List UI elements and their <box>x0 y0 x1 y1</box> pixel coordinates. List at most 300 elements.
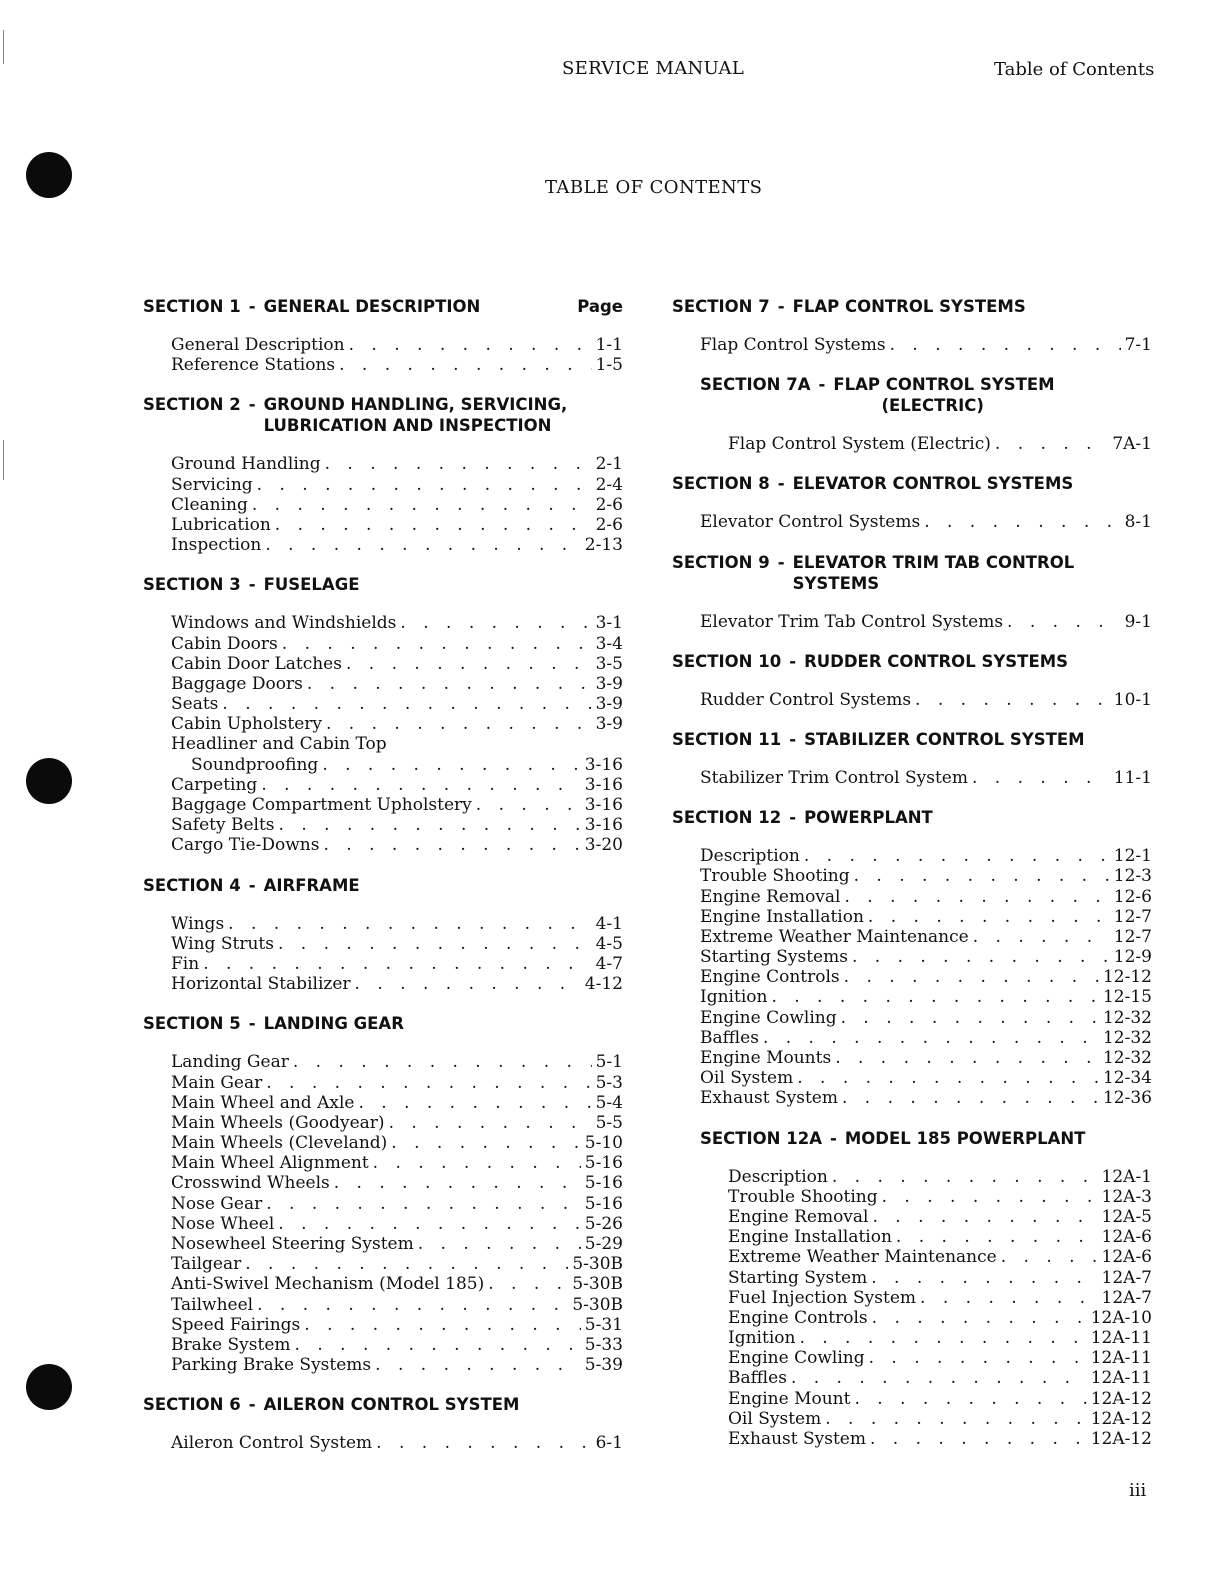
toc-leader-dots <box>997 1247 1098 1267</box>
section-heading <box>672 651 1152 672</box>
toc-entry <box>700 907 1152 927</box>
toc-entry-label: Safety Belts <box>171 815 275 836</box>
toc-entry-page: 4-7 <box>595 953 623 974</box>
toc-leader-dots <box>787 1368 1087 1388</box>
toc-entries <box>728 434 1152 454</box>
section-number: SECTION 7 <box>672 297 770 316</box>
header-manual-title: SERVICE MANUAL <box>562 58 745 79</box>
toc-entry <box>171 815 623 835</box>
toc-leader-dots <box>271 515 592 535</box>
toc-entry <box>700 612 1152 632</box>
toc-entry-label: Baffles <box>728 1368 787 1389</box>
toc-entry-label: Engine Removal <box>728 1206 869 1227</box>
toc-entry-label: Nose Gear <box>171 1193 263 1214</box>
toc-entry-label: Ignition <box>700 987 768 1008</box>
toc-entry-page: 7-1 <box>1124 335 1152 355</box>
toc-entry-page: 3-16 <box>584 754 623 775</box>
section-title-line: FLAP CONTROL SYSTEMS <box>792 297 1026 316</box>
toc-entry <box>171 1052 623 1072</box>
section-title-line: POWERPLANT <box>804 808 933 828</box>
toc-leader-dots <box>345 335 592 355</box>
toc-entry <box>700 1008 1152 1028</box>
toc-entry-page: 5-39 <box>584 1355 623 1376</box>
toc-entries <box>171 1433 623 1453</box>
toc-entry-label: Starting Systems <box>700 947 848 968</box>
toc-entry-label: Main Wheel and Axle <box>171 1092 355 1113</box>
toc-entry <box>171 1194 623 1214</box>
toc-entry-label: Exhaust System <box>700 1088 838 1109</box>
toc-entry-label: Flap Control System (Electric) <box>728 434 991 455</box>
toc-entry-label: Ground Handling <box>171 454 321 475</box>
toc-leader-dots <box>800 846 1110 866</box>
section-number: SECTION 2 <box>143 395 241 415</box>
toc-entry <box>171 355 623 375</box>
toc-leader-dots <box>968 768 1110 788</box>
toc-leader-dots <box>848 947 1110 967</box>
toc-entry-label: Stabilizer Trim Control System <box>700 767 968 788</box>
toc-entry-label: Soundproofing <box>191 754 319 775</box>
toc-entry-label: Inspection <box>171 535 262 556</box>
toc-entry <box>728 1389 1152 1409</box>
toc-entry-page: 12-12 <box>1102 967 1152 988</box>
toc-entry <box>700 887 1152 907</box>
toc-entry <box>700 927 1152 947</box>
toc-entry <box>171 475 623 495</box>
section-separator: - <box>789 729 797 749</box>
section-title <box>264 574 623 595</box>
section-title <box>264 296 568 317</box>
toc-leader-dots <box>1003 612 1121 632</box>
toc-entry <box>171 835 623 855</box>
toc-leader-dots <box>248 495 592 515</box>
section-heading <box>700 1128 1152 1149</box>
toc-leader-dots <box>396 613 591 633</box>
toc-entries <box>728 1167 1152 1450</box>
toc-entry-page: 12-7 <box>1113 906 1152 927</box>
toc-section <box>143 394 623 555</box>
section-separator: - <box>248 875 256 895</box>
toc-leader-dots <box>793 1068 1099 1088</box>
section-title <box>264 394 623 436</box>
toc-entry-label: Speed Fairings <box>171 1314 301 1335</box>
section-heading <box>143 574 623 595</box>
section-title-line: AIRFRAME <box>263 875 360 895</box>
section-number: SECTION 4 <box>143 875 241 895</box>
toc-leader-dots <box>262 1194 581 1214</box>
toc-leader-dots <box>274 934 592 954</box>
toc-leader-dots <box>291 1335 581 1355</box>
toc-entry-page: 5-30B <box>572 1274 623 1295</box>
toc-section <box>672 296 1152 355</box>
toc-section <box>672 473 1152 532</box>
section-number: SECTION 3 <box>143 575 241 595</box>
toc-section <box>143 1013 623 1375</box>
toc-entry-label: Cargo Tie-Downs <box>171 835 320 856</box>
toc-right-column <box>672 296 1152 1468</box>
section-number: SECTION 10 <box>672 651 782 671</box>
section-title-line: AILERON CONTROL SYSTEM <box>263 1395 520 1415</box>
section-title <box>833 374 1152 416</box>
toc-leader-dots <box>840 887 1109 907</box>
section-separator: - <box>777 474 785 494</box>
toc-entry <box>171 714 623 734</box>
toc-entry-page: 5-26 <box>584 1213 623 1234</box>
toc-entries <box>700 512 1152 532</box>
toc-entry-label: Elevator Control Systems <box>700 512 921 533</box>
toc-entry-page: 12-36 <box>1102 1088 1152 1109</box>
binder-hole-bottom <box>26 1364 72 1410</box>
toc-left-column <box>143 296 623 1473</box>
section-title-line: (ELECTRIC) <box>881 396 984 416</box>
toc-entry-page: 12A-12 <box>1090 1388 1152 1409</box>
toc-leader-dots <box>865 1348 1087 1368</box>
toc-entry <box>171 694 623 714</box>
toc-section <box>143 574 623 855</box>
toc-entry <box>171 335 623 355</box>
toc-leader-dots <box>795 1328 1086 1348</box>
toc-entry <box>728 434 1152 454</box>
toc-leader-dots <box>920 512 1120 532</box>
toc-leader-dots <box>969 927 1110 947</box>
section-number: SECTION 11 <box>672 729 782 749</box>
toc-section <box>143 875 623 995</box>
toc-entry-label: Reference Stations <box>171 355 336 376</box>
toc-entry-page: 5-30B <box>572 1294 623 1315</box>
section-separator: - <box>248 297 256 316</box>
toc-entry <box>171 634 623 654</box>
toc-entry-page: 6-1 <box>595 1433 623 1454</box>
toc-entry <box>728 1268 1152 1288</box>
toc-entry-label: Engine Cowling <box>728 1348 865 1369</box>
toc-entries <box>171 914 623 995</box>
toc-leader-dots <box>472 795 581 815</box>
toc-entry <box>171 613 623 633</box>
toc-entry-page: 10-1 <box>1113 689 1152 710</box>
toc-entry-label: Crosswind Wheels <box>171 1173 330 1194</box>
section-separator: - <box>248 1395 256 1415</box>
section-heading <box>143 875 623 896</box>
section-separator: - <box>818 375 826 395</box>
toc-entry-page: 12-32 <box>1102 1048 1152 1068</box>
binder-hole-top <box>26 152 72 198</box>
toc-entry <box>171 654 623 674</box>
toc-entry-page: 12A-7 <box>1101 1267 1152 1288</box>
toc-leader-dots <box>878 1187 1098 1207</box>
toc-entries <box>171 1052 623 1375</box>
section-title <box>804 729 1152 750</box>
toc-leader-dots <box>484 1274 568 1294</box>
toc-entry <box>728 1288 1152 1308</box>
toc-entry-page: 9-1 <box>1124 611 1152 632</box>
toc-leader-dots <box>319 835 580 855</box>
toc-entry-label: Engine Controls <box>700 967 840 988</box>
toc-entry-label: Cleaning <box>171 494 248 515</box>
toc-section <box>700 374 1152 454</box>
toc-entry-label: Brake System <box>171 1334 291 1355</box>
toc-entry-label: Exhaust System <box>728 1429 866 1449</box>
toc-entry-page: 8-1 <box>1124 512 1152 533</box>
toc-leader-dots <box>257 775 580 795</box>
toc-section <box>672 552 1152 632</box>
toc-entry-label: Horizontal Stabilizer <box>171 974 351 995</box>
toc-entry <box>700 967 1152 987</box>
toc-leader-dots <box>321 454 592 474</box>
section-heading <box>672 729 1152 750</box>
toc-leader-dots <box>916 1288 1098 1308</box>
toc-entry-page: 12-7 <box>1113 926 1152 947</box>
toc-leader-dots <box>303 674 592 694</box>
toc-entry-page: 5-29 <box>584 1234 623 1254</box>
toc-entry-page: 12A-12 <box>1090 1429 1152 1449</box>
toc-leader-dots <box>414 1234 581 1254</box>
section-heading <box>143 296 623 317</box>
toc-entry <box>700 1088 1152 1108</box>
toc-entry-page: 12-34 <box>1102 1068 1152 1089</box>
toc-entry-label: Description <box>728 1166 828 1187</box>
toc-entry-page: 5-16 <box>584 1173 623 1194</box>
toc-entry-page: 12A-12 <box>1090 1408 1152 1429</box>
toc-leader-dots <box>274 1214 581 1234</box>
toc-entry-label: Main Wheels (Cleveland) <box>171 1133 388 1154</box>
toc-entry-label: Elevator Trim Tab Control Systems <box>700 611 1004 632</box>
toc-entry-page: 5-4 <box>595 1092 623 1113</box>
section-title-line: GROUND HANDLING, SERVICING, <box>263 395 568 415</box>
toc-entry-label: Wing Struts <box>171 933 274 954</box>
toc-entry <box>171 734 623 754</box>
toc-entry-label: Engine Controls <box>728 1307 868 1328</box>
section-title <box>793 552 1152 594</box>
toc-entry-page: 3-9 <box>595 714 623 735</box>
section-separator: - <box>777 552 785 572</box>
section-heading <box>672 807 1152 828</box>
toc-entry <box>171 454 623 474</box>
toc-entries <box>700 768 1152 788</box>
toc-entry-label: Anti-Swivel Mechanism (Model 185) <box>171 1274 485 1295</box>
section-separator: - <box>248 1014 256 1034</box>
toc-entry-page: 12-3 <box>1113 866 1152 887</box>
toc-entry-label: Engine Installation <box>728 1227 892 1248</box>
toc-entry <box>171 795 623 815</box>
toc-leader-dots <box>371 1355 581 1375</box>
toc-entry-page: 5-1 <box>595 1052 623 1073</box>
toc-entry-label: Nose Wheel <box>171 1213 275 1234</box>
toc-entry <box>700 1028 1152 1048</box>
toc-leader-dots <box>262 1073 591 1093</box>
toc-entry-page: 5-31 <box>584 1314 623 1335</box>
toc-leader-dots <box>351 974 581 994</box>
toc-entry-page: 12A-1 <box>1101 1166 1152 1187</box>
toc-entry <box>171 1315 623 1335</box>
toc-entry-page: 12-9 <box>1113 947 1152 968</box>
toc-entry-page: 5-33 <box>584 1334 623 1355</box>
toc-entry-page: 12A-6 <box>1101 1247 1152 1268</box>
toc-entry-page: 3-5 <box>595 653 623 674</box>
toc-entry-label: Ignition <box>728 1328 796 1349</box>
section-title-line: ELEVATOR TRIM TAB CONTROL <box>792 552 1075 572</box>
section-separator: - <box>789 808 797 828</box>
toc-entry <box>728 1207 1152 1227</box>
section-heading <box>672 552 1152 594</box>
toc-entry <box>171 1214 623 1234</box>
toc-entry-label: Baggage Doors <box>171 673 303 694</box>
toc-entry <box>171 755 623 775</box>
toc-entry-page: 2-4 <box>595 474 623 495</box>
toc-leader-dots <box>892 1227 1098 1247</box>
toc-leader-dots <box>354 1093 591 1113</box>
toc-entries <box>171 335 623 375</box>
section-number: SECTION 7A <box>700 375 811 395</box>
section-number: SECTION 12 <box>672 808 782 828</box>
toc-entry <box>171 1113 623 1133</box>
section-title-line: FUSELAGE <box>263 575 360 595</box>
toc-entry <box>171 1295 623 1315</box>
toc-entry <box>171 1173 623 1193</box>
toc-entry-page: 12A-6 <box>1101 1227 1152 1248</box>
section-heading <box>672 473 1152 494</box>
toc-entry-label: Wings <box>171 913 225 934</box>
toc-entry <box>171 914 623 934</box>
toc-leader-dots <box>991 434 1108 454</box>
toc-entry <box>728 1187 1152 1207</box>
toc-entry-label: Main Wheels (Goodyear) <box>171 1112 385 1133</box>
toc-entry-page: 12-15 <box>1102 987 1152 1008</box>
section-title-line: SYSTEMS <box>792 573 880 593</box>
toc-entry-page: 4-1 <box>595 913 623 934</box>
toc-entry <box>700 947 1152 967</box>
toc-leader-dots <box>261 535 580 555</box>
toc-entry-label: General Description <box>171 335 345 355</box>
toc-section <box>143 296 623 375</box>
toc-entry-page: 12-6 <box>1113 886 1152 907</box>
toc-entry <box>171 1234 623 1254</box>
toc-entry-label: Fin <box>171 953 200 974</box>
section-heading <box>672 296 1152 317</box>
section-separator: - <box>777 297 785 316</box>
toc-section <box>672 651 1152 710</box>
toc-entry <box>171 535 623 555</box>
page-number: iii <box>1129 1480 1147 1501</box>
toc-leader-dots <box>850 1389 1086 1409</box>
toc-entry <box>700 987 1152 1007</box>
toc-entry-label: Windows and Windshields <box>171 613 397 634</box>
toc-entry <box>171 1355 623 1375</box>
toc-entry <box>171 1093 623 1113</box>
toc-entry-page: 4-5 <box>595 933 623 954</box>
toc-entry-label: Lubrication <box>171 514 271 535</box>
section-separator: - <box>248 575 256 595</box>
toc-entry-page: 3-16 <box>584 795 623 815</box>
section-separator: - <box>789 651 797 671</box>
toc-entries <box>171 613 623 855</box>
toc-entry <box>171 954 623 974</box>
toc-entry-page: 1-1 <box>595 335 623 355</box>
toc-entry-label: Fuel Injection System <box>728 1287 917 1308</box>
toc-entry-label: Tailgear <box>171 1254 242 1275</box>
toc-entry-page: 2-1 <box>595 454 623 475</box>
toc-leader-dots <box>831 1048 1099 1068</box>
header-section-name: Table of Contents <box>994 59 1155 80</box>
toc-entry-label: Trouble Shooting <box>728 1186 878 1207</box>
section-number: SECTION 9 <box>672 552 770 572</box>
toc-leader-dots <box>911 690 1110 710</box>
toc-entry-page: 2-6 <box>595 494 623 515</box>
toc-entry-page: 3-20 <box>584 835 623 856</box>
toc-entry <box>728 1429 1152 1449</box>
toc-entry <box>728 1167 1152 1187</box>
toc-leader-dots <box>322 714 592 734</box>
toc-leader-dots <box>253 475 592 495</box>
toc-entry <box>700 1068 1152 1088</box>
section-title-line: FLAP CONTROL SYSTEM <box>833 375 1055 395</box>
toc-entry <box>700 1048 1152 1068</box>
toc-section <box>143 1394 623 1453</box>
toc-entry <box>728 1308 1152 1328</box>
toc-entry-label: Flap Control Systems <box>700 335 886 355</box>
toc-leader-dots <box>868 1207 1097 1227</box>
toc-leader-dots <box>867 1268 1097 1288</box>
section-title-line: GENERAL DESCRIPTION <box>263 297 481 316</box>
toc-entry-page: 12A-11 <box>1090 1368 1152 1389</box>
toc-entry-label: Servicing <box>171 474 253 495</box>
toc-entry-page: 2-13 <box>584 535 623 556</box>
toc-leader-dots <box>253 1295 568 1315</box>
section-title-line: LUBRICATION AND INSPECTION <box>263 416 552 436</box>
section-heading <box>143 1394 623 1415</box>
toc-entry-page: 12A-3 <box>1101 1186 1152 1207</box>
toc-entry-label: Baggage Compartment Upholstery <box>171 795 472 815</box>
section-heading <box>143 394 623 436</box>
toc-leader-dots <box>759 1028 1099 1048</box>
toc-leader-dots <box>886 335 1121 355</box>
toc-entry-label: Engine Removal <box>700 886 841 907</box>
toc-entry-page: 5-16 <box>584 1193 623 1214</box>
toc-entry-page: 5-5 <box>595 1112 623 1133</box>
toc-entry-page: 3-9 <box>595 673 623 694</box>
toc-leader-dots <box>837 1008 1099 1028</box>
binder-hole-middle <box>26 758 72 804</box>
section-separator: - <box>248 395 256 415</box>
section-title <box>264 1013 623 1034</box>
toc-leader-dots <box>278 634 592 654</box>
toc-leader-dots <box>828 1167 1098 1187</box>
section-title-line: MODEL 185 POWERPLANT <box>844 1128 1086 1148</box>
toc-entry-label: Engine Mounts <box>700 1048 832 1068</box>
toc-leader-dots <box>767 987 1099 1007</box>
toc-entry-page: 5-10 <box>584 1133 623 1154</box>
toc-entries <box>171 454 623 555</box>
toc-entry <box>171 674 623 694</box>
toc-entry-label: Engine Installation <box>700 906 864 927</box>
toc-entry-label: Tailwheel <box>171 1294 254 1315</box>
toc-leader-dots <box>372 1433 591 1453</box>
section-title <box>804 807 1152 828</box>
toc-leader-dots <box>224 914 591 934</box>
toc-entry-label: Parking Brake Systems <box>171 1355 372 1376</box>
section-heading <box>143 1013 623 1034</box>
toc-leader-dots <box>318 755 580 775</box>
toc-entry <box>171 1254 623 1274</box>
toc-entry-label: Main Gear <box>171 1072 263 1093</box>
toc-leader-dots <box>275 815 581 835</box>
toc-entry <box>171 934 623 954</box>
toc-entry <box>171 775 623 795</box>
toc-entry <box>700 690 1152 710</box>
toc-entry-label: Baffles <box>700 1027 759 1048</box>
toc-leader-dots <box>330 1173 581 1193</box>
toc-entry-page: 11-1 <box>1113 767 1152 788</box>
toc-leader-dots <box>866 1429 1087 1449</box>
toc-entry-label: Nosewheel Steering System <box>171 1234 414 1254</box>
